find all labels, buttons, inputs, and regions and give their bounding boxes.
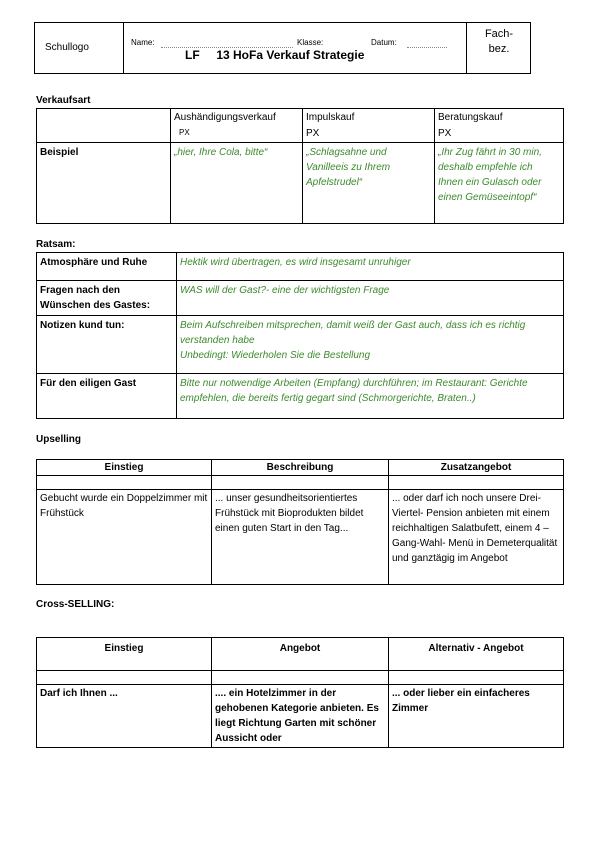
subject-label: Fach- bez. xyxy=(484,28,514,55)
ratsam-label: Fragen nach den Wünschen des Gastes: xyxy=(37,281,177,316)
crossselling-cell: ... oder lieber ein einfacheres Zimmer xyxy=(389,685,564,748)
col-sub: PX xyxy=(306,128,320,139)
upselling-blank-cell xyxy=(212,476,389,490)
ratsam-table xyxy=(36,252,564,419)
date-label: Datum: xyxy=(371,38,397,47)
crossselling-blank-cell xyxy=(37,671,212,685)
upselling-header: Beschreibung xyxy=(212,460,389,476)
crossselling-blank-cell xyxy=(389,671,564,685)
col-sub: PX xyxy=(438,128,452,139)
row-label-beispiel: Beispiel xyxy=(37,143,171,224)
crossselling-header: Einstieg xyxy=(37,638,212,671)
col-label: Aushändigungsverkauf xyxy=(174,112,276,123)
school-logo-cell xyxy=(35,23,124,73)
crossselling-cell: .... ein Hotelzimmer in der gehobenen Kategorie anbieten. Es liegt Richtung Garten mit schöner Aussicht oder xyxy=(212,685,389,748)
section-title-verkaufsart: Verkaufsart xyxy=(36,95,91,106)
upselling-blank-cell xyxy=(37,476,212,490)
crossselling-header: Alternativ - Angebot xyxy=(389,638,564,671)
document-title: LF 13 HoFa Verkauf Strategie xyxy=(185,48,365,62)
col-beratungskauf xyxy=(435,109,564,143)
example-cell: „Schlagsahne und Vanilleeis zu Ihrem Apfelstrudel“ xyxy=(303,143,435,224)
class-label: Klasse: xyxy=(297,38,324,47)
section-title-crossselling: Cross-SELLING: xyxy=(36,599,115,610)
col-impulskauf xyxy=(303,109,435,143)
example-cell: „Ihr Zug fährt in 30 min, deshalb empfehle ich Ihnen ein Gulasch oder einen Gemüseeintopf“ xyxy=(435,143,564,224)
verkaufsart-table xyxy=(36,108,564,224)
ratsam-label: Atmosphäre und Ruhe xyxy=(37,253,177,281)
crossselling-header: Angebot xyxy=(212,638,389,671)
upselling-header: Zusatzangebot xyxy=(389,460,564,476)
verkaufsart-corner xyxy=(37,109,171,143)
ratsam-text: Bitte nur notwendige Arbeiten (Empfang) durchführen; im Restaurant: Gerichte empfehlen, die bereits fertig gegart sind (Schmorgerichte, Braten..) xyxy=(177,374,564,419)
crossselling-blank-cell xyxy=(212,671,389,685)
name-label: Name: xyxy=(131,38,155,47)
ratsam-text: Beim Aufschreiben mitsprechen, damit weiß der Gast auch, dass ich es richtig verstanden habe xyxy=(180,320,526,346)
ratsam-text-cell xyxy=(177,316,564,374)
ratsam-text-secondary: Unbedingt: Wiederholen Sie die Bestellung xyxy=(180,350,371,361)
school-logo: Schullogo xyxy=(45,42,89,53)
section-title-upselling: Upselling xyxy=(36,434,82,445)
upselling-table xyxy=(36,459,564,585)
crossselling-cell: Darf ich Ihnen ... xyxy=(37,685,212,748)
col-label: Beratungskauf xyxy=(438,112,503,123)
col-aushaendigung xyxy=(171,109,303,143)
date-field[interactable] xyxy=(407,47,447,48)
crossselling-table xyxy=(36,637,564,748)
upselling-header: Einstieg xyxy=(37,460,212,476)
ratsam-label: Notizen kund tun: xyxy=(37,316,177,374)
section-title-ratsam: Ratsam: xyxy=(36,239,76,250)
upselling-cell: ... oder darf ich noch unsere Drei-Viertel- Pension anbieten mit einem reichhaltigen Salatbufett, einem 4 – Gang-Wahl- Menü in Demeterqualität und ganztägig im Angebot xyxy=(389,490,564,585)
upselling-cell: Gebucht wurde ein Doppelzimmer mit Frühstück xyxy=(37,490,212,585)
upselling-blank-cell xyxy=(389,476,564,490)
example-cell: „hier, Ihre Cola, bitte“ xyxy=(171,143,303,224)
ratsam-label: Für den eiligen Gast xyxy=(37,374,177,419)
upselling-cell: ... unser gesundheitsorientiertes Frühstück mit Bioprodukten bildet einen guten Start in den Tag... xyxy=(212,490,389,585)
ratsam-text: WAS will der Gast?- eine der wichtigsten Frage xyxy=(177,281,564,316)
col-label: Impulskauf xyxy=(306,112,355,123)
subject-cell xyxy=(466,23,531,73)
header-box xyxy=(34,22,531,74)
ratsam-text: Hektik wird übertragen, es wird insgesamt unruhiger xyxy=(177,253,564,281)
col-sub: PX xyxy=(179,128,190,137)
